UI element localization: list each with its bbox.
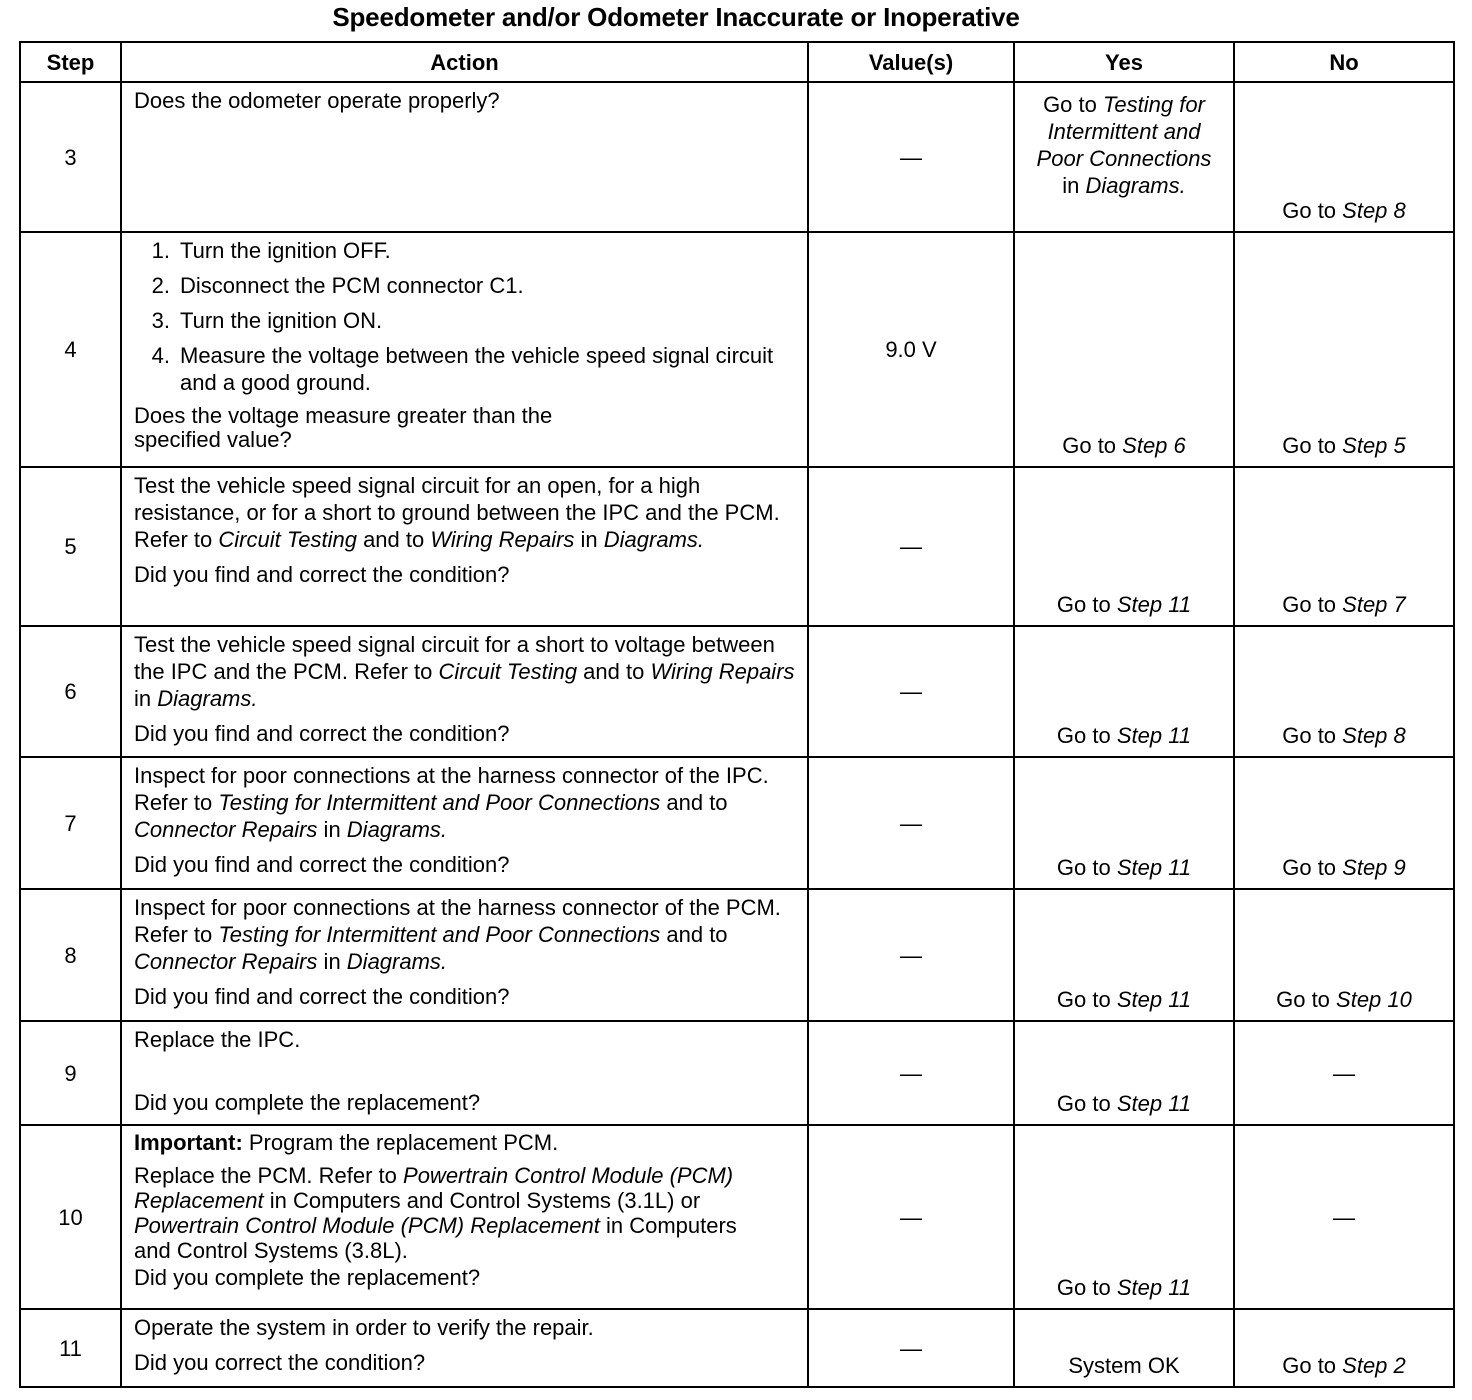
yes-in: in — [1062, 173, 1080, 198]
list-item: 4. Measure the voltage between the vehicle speed signal circuit and a good ground. — [151, 343, 774, 395]
header-step: Step — [20, 42, 121, 82]
no-step-link[interactable]: Step 8 — [1342, 198, 1406, 223]
value-cell: — — [808, 82, 1014, 232]
no-goto: Go to — [1282, 433, 1343, 458]
no-step-link[interactable]: Step 7 — [1342, 592, 1406, 617]
list-item: 2. Disconnect the PCM connector C1. — [151, 273, 524, 298]
no-cell — [1234, 757, 1454, 889]
step-number: 6 — [20, 626, 121, 757]
action-cell — [121, 1021, 808, 1125]
action-cell — [121, 232, 808, 467]
step-number: 7 — [20, 757, 121, 889]
no-cell: — — [1234, 1021, 1454, 1125]
ref-link[interactable]: Diagrams. — [603, 527, 705, 552]
no-step-link[interactable]: Step 8 — [1342, 723, 1406, 748]
table-row — [20, 626, 1454, 757]
action-question: Did you find and correct the condition? — [134, 852, 510, 877]
header-values: Value(s) — [808, 42, 1014, 82]
yes-goto: Go to — [1056, 855, 1117, 880]
table-row — [20, 1021, 1454, 1125]
list-item: 3. Turn the ignition ON. — [151, 308, 383, 333]
no-cell — [1234, 889, 1454, 1021]
table-row — [20, 232, 1454, 467]
header-action: Action — [121, 42, 808, 82]
yes-cell — [1014, 232, 1234, 467]
action-cell — [121, 467, 808, 626]
action-text: Replace the PCM. Refer to Powertrain Control Module (PCM) Replacement in Computers and Control Systems (3.1L) or Powertrain Control Module (PCM) Replacement in Computers and Control Systems (3.8L). — [134, 1163, 737, 1263]
page-title: Speedometer and/or Odometer Inaccurate or Inoperative — [332, 2, 1020, 32]
value-cell: — — [808, 757, 1014, 889]
value-cell: — — [808, 467, 1014, 626]
no-step-link[interactable]: Step 2 — [1342, 1353, 1406, 1378]
yes-goto: Go to — [1056, 1275, 1117, 1300]
ref-link[interactable]: Wiring Repairs — [650, 659, 795, 684]
action-question: Did you find and correct the condition? — [134, 721, 510, 746]
yes-link[interactable]: Intermittent and — [1047, 119, 1201, 144]
important-note: Important: Program the replacement PCM. — [134, 1130, 559, 1155]
list-item: 1. Turn the ignition OFF. — [151, 238, 391, 263]
value-cell: — — [808, 889, 1014, 1021]
no-cell — [1234, 82, 1454, 232]
step-number: 8 — [20, 889, 121, 1021]
action-text: Inspect for poor connections at the harness connector of the PCM. Refer to Testing for Intermittent and Poor Connections and to Connector Repairs in Diagrams. — [134, 895, 781, 974]
ref-link[interactable]: Circuit Testing — [218, 527, 357, 552]
procedure-list — [134, 237, 797, 396]
no-cell — [1234, 467, 1454, 626]
ref-link[interactable]: Powertrain Control Module (PCM) Replacement — [134, 1163, 734, 1213]
header-no: No — [1234, 42, 1454, 82]
no-cell: — — [1234, 1125, 1454, 1309]
step-number: 10 — [20, 1125, 121, 1309]
ref-link[interactable]: Powertrain Control Module (PCM) Replacement — [134, 1213, 600, 1238]
action-cell — [121, 1309, 808, 1387]
yes-goto: Go to — [1056, 592, 1117, 617]
no-goto: Go to — [1282, 723, 1343, 748]
action-text: Test the vehicle speed signal circuit for a short to voltage between the IPC and the PCM. Refer to Circuit Testing and to Wiring Repairs in Diagrams. — [134, 632, 795, 711]
ref-link[interactable]: Connector Repairs — [134, 817, 318, 842]
step-number: 5 — [20, 467, 121, 626]
yes-cell — [1014, 467, 1234, 626]
yes-cell — [1014, 757, 1234, 889]
no-cell — [1234, 626, 1454, 757]
yes-goto: Go to — [1062, 433, 1123, 458]
yes-goto: Go to — [1056, 987, 1117, 1012]
no-goto: Go to — [1282, 855, 1343, 880]
table-row — [20, 757, 1454, 889]
no-cell — [1234, 232, 1454, 467]
value-cell: — — [808, 1125, 1014, 1309]
step-number: 3 — [20, 82, 121, 232]
action-cell — [121, 82, 808, 232]
yes-step-link[interactable]: Step 11 — [1116, 723, 1192, 748]
ref-link[interactable]: Testing for Intermittent and Poor Connections — [218, 922, 661, 947]
no-goto: Go to — [1276, 987, 1337, 1012]
action-cell — [121, 626, 808, 757]
header-yes: Yes — [1014, 42, 1234, 82]
no-step-link[interactable]: Step 10 — [1336, 987, 1412, 1012]
action-cell — [121, 889, 808, 1021]
yes-goto: Go to — [1056, 1091, 1117, 1116]
yes-cell — [1014, 82, 1234, 232]
table-row — [20, 889, 1454, 1021]
value-cell: — — [808, 1309, 1014, 1387]
ref-link[interactable]: Wiring Repairs — [430, 527, 575, 552]
step-number: 4 — [20, 232, 121, 467]
value-cell: — — [808, 626, 1014, 757]
yes-link[interactable]: Testing for — [1103, 92, 1205, 117]
yes-cell: System OK — [1014, 1309, 1234, 1387]
action-question: Does the voltage measure greater than the specified value? — [134, 403, 553, 452]
no-step-link[interactable]: Step 5 — [1342, 433, 1406, 458]
yes-cell — [1014, 1125, 1234, 1309]
yes-cell — [1014, 889, 1234, 1021]
no-step-link[interactable]: Step 9 — [1342, 855, 1406, 880]
yes-step-link[interactable]: Step 11 — [1116, 855, 1192, 880]
yes-step-link[interactable]: Step 11 — [1116, 592, 1192, 617]
step-number: 9 — [20, 1021, 121, 1125]
action-question: Did you correct the condition? — [134, 1350, 426, 1375]
action-question: Did you complete the replacement? — [134, 1265, 481, 1290]
table-row — [20, 1125, 1454, 1309]
action-text: Test the vehicle speed signal circuit for an open, for a high resistance, or for a short to ground between the IPC and the PCM. Refer to Circuit Testing and to Wiring Repairs in Diagrams. — [134, 473, 780, 552]
yes-step-link[interactable]: Step 6 — [1122, 433, 1186, 458]
yes-cell — [1014, 626, 1234, 757]
action-question: Did you find and correct the condition? — [134, 984, 510, 1009]
yes-step-link[interactable]: Step 11 — [1116, 1091, 1192, 1116]
header-row — [20, 42, 1454, 82]
value-cell: — — [808, 1021, 1014, 1125]
ref-link[interactable]: Diagrams. — [346, 817, 448, 842]
ref-link[interactable]: Diagrams. — [346, 949, 448, 974]
yes-link[interactable]: Poor Connections — [1036, 146, 1212, 171]
ref-link[interactable]: Circuit Testing — [438, 659, 578, 684]
action-text: Inspect for poor connections at the harness connector of the IPC. Refer to Testing for Intermittent and Poor Connections and to Connector Repairs in Diagrams. — [134, 763, 769, 842]
no-goto: Go to — [1282, 1353, 1343, 1378]
value-cell: 9.0 V — [808, 232, 1014, 467]
yes-goto: Go to — [1056, 723, 1117, 748]
action-text: Operate the system in order to verify the repair. — [134, 1315, 594, 1340]
yes-cell — [1014, 1021, 1234, 1125]
action-question: Does the odometer operate properly? — [134, 88, 500, 113]
yes-step-link[interactable]: Step 11 — [1116, 987, 1192, 1012]
table-row — [20, 82, 1454, 232]
yes-link[interactable]: Diagrams. — [1085, 173, 1186, 198]
no-goto: Go to — [1282, 592, 1343, 617]
action-cell — [121, 1125, 808, 1309]
table-row — [20, 1309, 1454, 1387]
no-goto: Go to — [1282, 198, 1343, 223]
step-number: 11 — [20, 1309, 121, 1387]
ref-link[interactable]: Connector Repairs — [134, 949, 318, 974]
yes-step-link[interactable]: Step 11 — [1116, 1275, 1192, 1300]
action-cell — [121, 757, 808, 889]
no-cell — [1234, 1309, 1454, 1387]
action-question: Did you complete the replacement? — [134, 1090, 481, 1115]
ref-link[interactable]: Diagrams. — [157, 686, 258, 711]
action-text: Replace the IPC. — [134, 1027, 301, 1052]
action-question: Did you find and correct the condition? — [134, 562, 510, 587]
important-label: Important: — [134, 1130, 243, 1155]
ref-link[interactable]: Testing for Intermittent and Poor Connections — [218, 790, 661, 815]
diagnostic-table — [19, 41, 1455, 1388]
yes-goto: Go to — [1043, 92, 1097, 117]
table-row — [20, 467, 1454, 626]
